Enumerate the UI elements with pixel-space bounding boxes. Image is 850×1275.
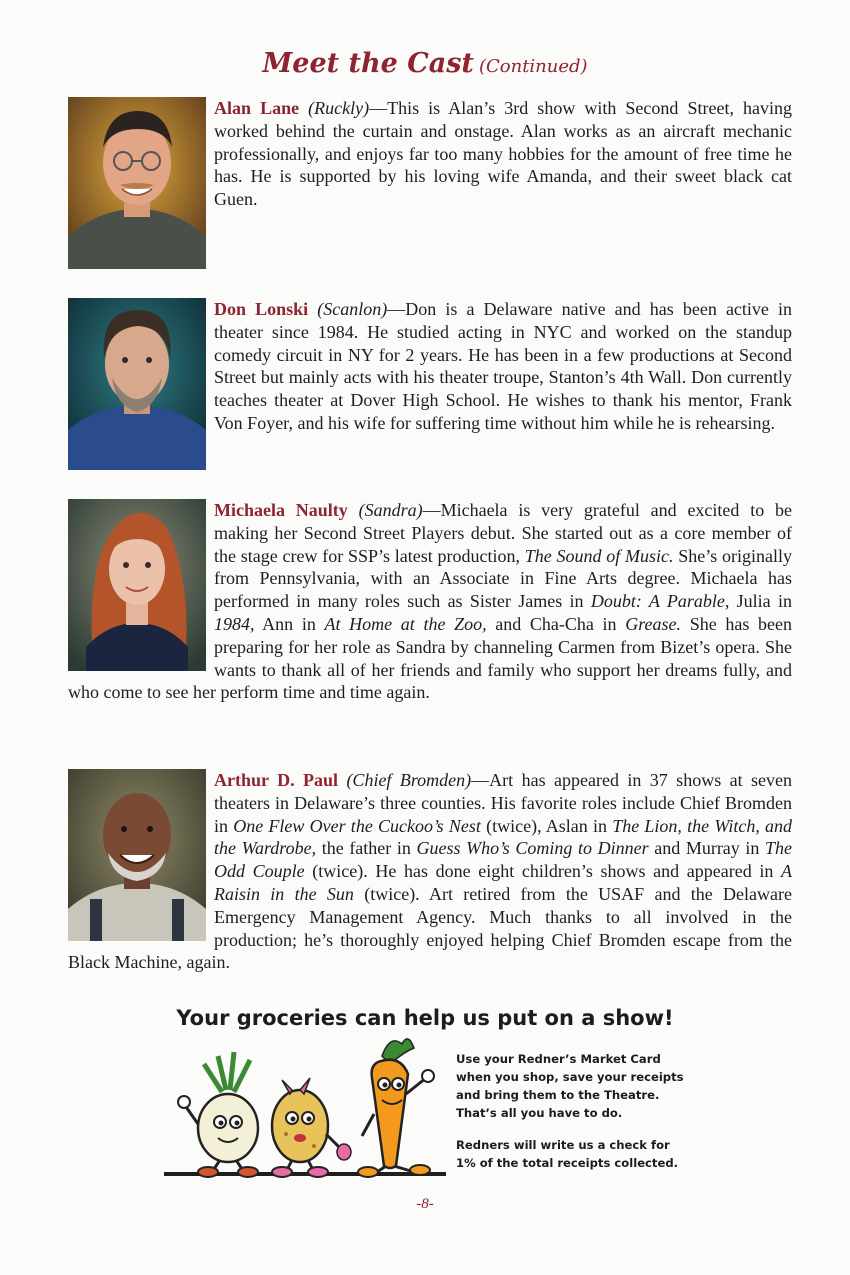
cast-bio-text: (twice), Aslan in — [486, 815, 607, 836]
cast-role: (Ruckly) — [308, 98, 370, 118]
headshot-michaela-naulty — [68, 499, 206, 671]
show-title: 1984, — [214, 613, 255, 634]
cast-bio: Don is a Delaware native and has been active in theater since 1984. He studied acting in NYC and worked on the standup comedy circuit in NY for 2 years. He has been in a few productions at Second Street but mainly acts with his theater troupe, Stanton’s 4th Wall. Don currently teaches theater at Dover High School. He wishes to thank his mentor, Frank Von Foyer, and his wife for suffering time without him while he is rehearsing. — [214, 299, 793, 433]
vegetable-mascots-illustration — [164, 1034, 446, 1182]
headshot-arthur-paul — [68, 769, 206, 941]
show-title: A Raisin in the Sun — [214, 861, 793, 904]
carrot-mascot-icon — [358, 1039, 434, 1177]
cast-bio-text: Art has appeared in 37 shows at seven theaters in Delaware’s three counties. His favorite roles include Chief Bromden in — [214, 770, 792, 836]
page-number: -8- — [416, 1196, 434, 1212]
headshot-don-lonski — [68, 298, 206, 470]
cast-name: Don Lonski — [214, 299, 309, 319]
cast-name: Michaela Naulty — [214, 500, 348, 520]
cast-bio-text: and Murray in — [654, 838, 760, 859]
cast-role: (Chief Bromden) — [346, 770, 472, 790]
cast-bio-text: the father in — [321, 838, 411, 859]
cast-entry-alan-lane: Alan Lane (Ruckly)—This is Alan’s 3rd show with Second Street, having worked behind the curtain and onstage. Alan works as an aircraft mechanic professionally, and enjoys far too many hobbies for the amount of free time he has. He is supported by his loving wife Amanda, and their sweet black cat Guen. — [68, 97, 792, 273]
headshot-alan-lane — [68, 97, 206, 269]
show-title: The Lion, the Witch, and the Wardrobe, — [214, 815, 793, 859]
promo-line: That’s all you have to do. — [456, 1106, 623, 1120]
potato-mascot-icon — [272, 1078, 351, 1177]
cast-entry-don-lonski: Don Lonski (Scanlon)—Don is a Delaware native and has been active in theater since 1984. He studied acting in NYC and worked on the standup comedy circuit in NY for 2 years. He has been in a few productions at Second Street but mainly acts with his theater troupe, Stanton’s 4th Wall. Don currently teaches theater at Dover High School. He wishes to thank his mentor, Frank Von Foyer, and his wife for suffering time without him while he is rehearsing. — [68, 298, 792, 474]
cast-entry-michaela-naulty: Michaela Naulty (Sandra)—Michaela is very grateful and excited to be making her Second Street Players debut. She started out as a core member of the stage crew for SSP’s latest production, The Sound of Music. She’s originally from Pennsylvania, with an Associate in Fine Arts degree. Michaela has performed in many roles such as Sister James in Doubt: A Parable, Julia in 1984, Ann in At Home at the Zoo, and Cha-Cha in Grease. She has been preparing for her role as Sandra by channeling Carmen from Bizet’s opera. She wants to thank all of her friends and family who support her dreams fully, and who come to see her perform time and time again. — [68, 500, 793, 703]
cast-name: Arthur D. Paul — [214, 770, 339, 790]
show-title: Doubt: A Parable, — [590, 591, 730, 612]
cast-bio-text: (twice). Art retired from the USAF and the Delaware Emergency Management Agency. Much thanks to all involved in the production; he’s thoroughly enjoyed helping Chief Bromden escape from the Black Machine, again. — [68, 883, 793, 973]
page-title-main: Meet the Cast — [262, 48, 474, 79]
cast-bio-text: and Cha-Cha in — [495, 613, 617, 634]
promo-line: Redners will write us a check for — [456, 1138, 670, 1152]
cast-bio-text: She has been preparing for her role as Sandra by channeling Carmen from Bizet’s opera. She wants to thank all of her friends and family who support her dreams fully, and who come to see her perform time and time again. — [68, 613, 792, 703]
promo-line: Use your Redner’s Market Card — [456, 1052, 661, 1066]
promo-instructions — [456, 1050, 716, 1122]
show-title: One Flew Over the Cuckoo’s Nest — [233, 815, 481, 836]
cast-bio-text: (twice). He has done eight children’s shows and appeared in — [312, 861, 774, 882]
promo-line: 1% of the total receipts collected. — [456, 1156, 679, 1170]
page-title — [0, 48, 850, 79]
cast-name: Alan Lane — [214, 98, 300, 118]
cast-role: (Scanlon) — [317, 299, 388, 319]
cast-role: (Sandra) — [358, 500, 423, 520]
show-title: Grease. — [625, 613, 682, 634]
cast-bio-text: She’s originally from Pennsylvania, with an Associate in Fine Arts degree. Michaela has performed in many roles such as Sister James in — [214, 545, 793, 612]
page-title-sub: (Continued) — [478, 56, 588, 77]
cast-bio: This is Alan’s 3rd show with Second Street, having worked behind the curtain and onstage. Alan works as an aircraft mechanic professionally, and enjoys far too many hobbies for the amount of free time he has. He is supported by his loving wife Amanda, and their sweet black cat Guen. — [214, 98, 792, 210]
show-title: At Home at the Zoo, — [324, 613, 487, 634]
promo-details — [456, 1136, 716, 1172]
promo-line: and bring them to the Theatre. — [456, 1088, 660, 1102]
show-title: Guess Who’s Coming to Dinner — [416, 838, 649, 859]
cast-entry-arthur-paul: Arthur D. Paul (Chief Bromden)—Art has appeared in 37 shows at seven theaters in Delaware’s three counties. His favorite roles include Chief Bromden in One Flew Over the Cuckoo’s Nest (twice), Aslan in The Lion, the Witch, and the Wardrobe, the father in Guess Who’s Coming to Dinner and Murray in The Odd Couple (twice). He has done eight children’s shows and appeared in A Raisin in the Sun (twice). Art retired from the USAF and the Delaware Emergency Management Agency. Much thanks to all involved in the production; he’s thoroughly enjoyed helping Chief Bromden escape from the Black Machine, again. — [68, 770, 793, 973]
promo-line: when you shop, save your receipts — [456, 1070, 684, 1084]
show-title: The Odd Couple — [214, 838, 793, 882]
show-title: The Sound of Music. — [524, 545, 674, 566]
onion-mascot-icon — [178, 1052, 258, 1177]
cast-bio-text: Ann in — [262, 613, 316, 634]
cast-bio-text: Michaela is very grateful and excited to be making her Second Street Players debut. She started out as a core member of the stage crew for SSP’s latest production, — [214, 500, 792, 566]
cast-bio-text: Julia in — [736, 591, 792, 612]
promo-headline: Your groceries can help us put on a show! — [176, 1006, 674, 1030]
